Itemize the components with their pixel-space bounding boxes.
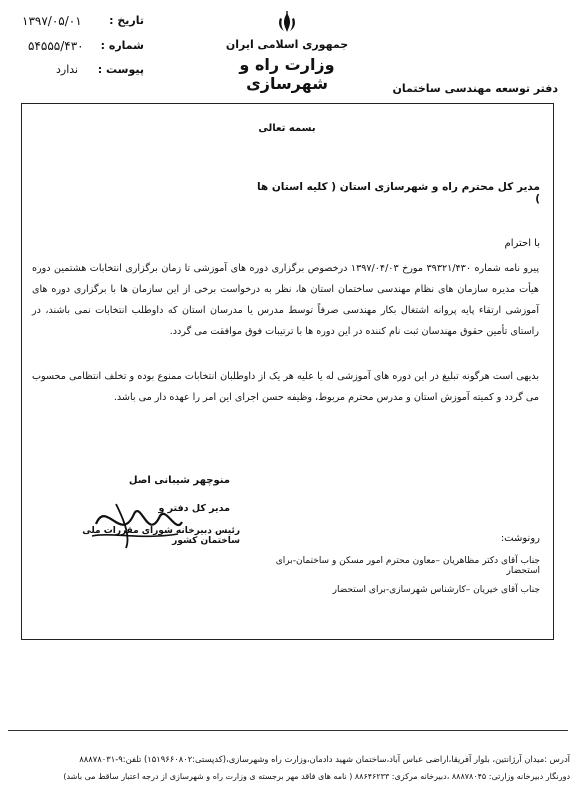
signer-title-1: مدیر کل دفتر و <box>158 503 230 514</box>
bismillah: بسمه تعالی <box>258 123 316 134</box>
number-value: ۵۴۵۵۵/۴۳۰ <box>28 39 84 53</box>
iran-emblem-icon <box>274 10 300 36</box>
metadata-block <box>18 8 144 80</box>
date-label: تاریخ : <box>109 14 144 27</box>
cc-item-2: جناب آقای خیریان –کارشناس شهرسازی-برای استحضار <box>332 585 540 595</box>
addressee: مدیر کل محترم راه و شهرسازی استان ( کلیه استان ها ) <box>256 181 540 205</box>
footer-address: آدرس :میدان آرژانتین، بلوار آفریقا،اراضی عباس آباد،ساختمان شهید دادمان،وزارت راه وشهرسازی،(کدپستی:۱۵۱۹۶۶۰۸۰۲) تلفن:۹-۸۸۸۷۸۰۳۱ <box>79 754 570 764</box>
office-title: دفتر توسعه مهندسی ساختمان <box>392 82 558 95</box>
ministry-title: وزارت راه و شهرسازی <box>239 55 335 93</box>
footer-divider <box>8 730 568 731</box>
number-label: شماره : <box>100 39 144 52</box>
attachment-value: ندارد <box>56 63 79 76</box>
attachment-row <box>18 63 144 79</box>
date-row <box>18 14 144 30</box>
greeting: با احترام <box>504 238 540 249</box>
signer-name: منوچهر شیبانی اصل <box>128 475 230 486</box>
cc-label: رونوشت: <box>500 533 540 544</box>
paragraph-1: پیرو نامه شماره ۳۹۳۲۱/۴۳۰ مورخ ۱۳۹۷/۰۴/۰۳ درخصوص برگزاری دوره های آموزشی تا زمان برگزاری انتخابات هشتمین دوره هیأت مدیره سازمان های نظام مهندسی ساختمان استان ها، نظر به درخواست برخی از این سازمان ها با برگزاری دوره های آموزشی ارتقاء پایه پروانه اشتغال بکار مهندسی صرفاً توسط مدرس یا مدرسان استان که داوطلب انتخابات نمی باشند، در راستای تأمین حقوق مهندسان ثبت نام کننده در این دوره ها با ترتیبات فوق موافقت می گردد. <box>32 263 539 337</box>
cc-item-1: جناب آقای دکتر مظاهریان –معاون محترم امور مسکن و ساختمان-برای استحضار <box>275 556 540 576</box>
attachment-label: پیوست : <box>97 63 144 76</box>
footer-contact: دورنگار دبیرخانه وزارتی: ۸۸۸۷۸۰۴۵ ،دبیرخانه مرکزی: ۸۸۶۴۶۲۳۳ ( نامه های فاقد مهر برجسته ی وزارت راه و شهرسازی از درجه اعتبار ساقط می باشد) <box>63 772 570 781</box>
signer-title-2: رئیس دبیرخانه شورای مقررات ملی ساختمان کشور <box>82 526 240 546</box>
date-value: ۱۳۹۷/۰۵/۰۱ <box>22 14 82 28</box>
paragraph-2: بدیهی است هرگونه تبلیغ در این دوره های آموزشی له یا علیه هر یک از داوطلبان انتخابات ممنوع بوده و تخلف انتظامی محسوب می گردد و کمیته آموزش استان و مدرس محترم مربوط، وظیفه حسن اجرای این امر را عهده دار می باشد. <box>32 371 539 403</box>
republic-title: جمهوری اسلامی ایران <box>225 38 349 51</box>
number-row <box>18 39 144 55</box>
